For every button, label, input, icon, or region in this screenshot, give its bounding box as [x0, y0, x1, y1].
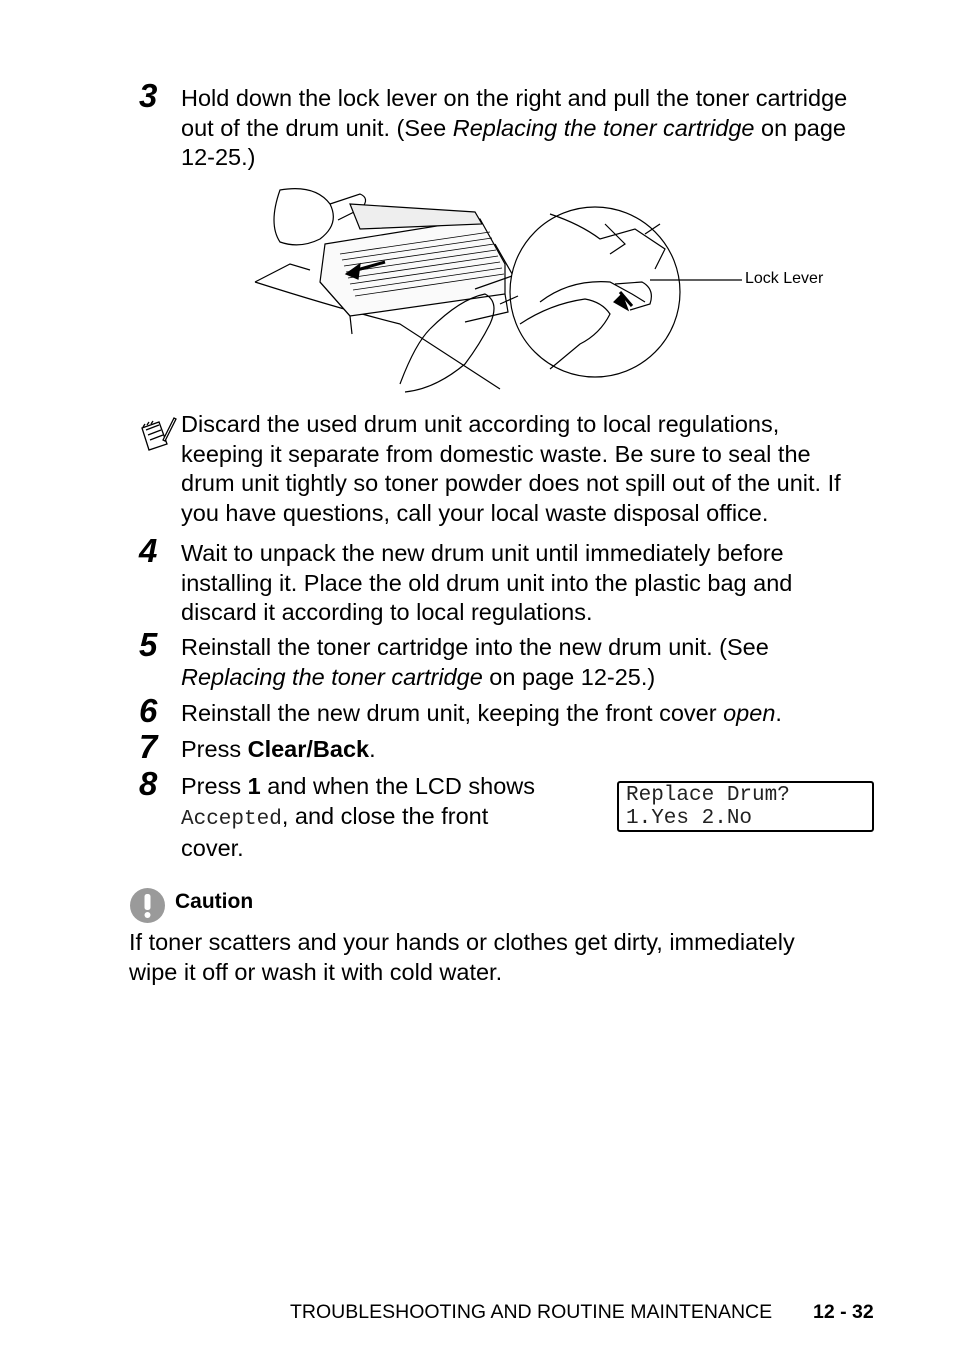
text-run: .: [369, 736, 376, 762]
text-run: Press: [181, 773, 248, 799]
text-line: Wait to unpack the new drum unit until immediately before: [181, 540, 784, 566]
text-run: on page 12-25.): [482, 663, 656, 690]
step-4-text: [181, 539, 901, 628]
lcd-display: [617, 781, 874, 832]
caution-text: [129, 928, 889, 987]
note-text: [181, 410, 901, 528]
text-line: wipe it off or wash it with cold water.: [129, 958, 503, 985]
text-run: .: [775, 700, 782, 726]
step-number: 7: [139, 728, 158, 765]
text-run: , and close the front: [281, 802, 489, 829]
text-line: cover.: [181, 835, 244, 861]
text-line: [181, 802, 581, 835]
step-7-text: [181, 735, 901, 765]
key-name: Clear/Back: [247, 736, 370, 762]
page-number: 12 - 32: [813, 1301, 874, 1323]
lcd-message: Accepted: [181, 807, 282, 831]
step-number: 8: [139, 765, 158, 802]
text-run: Press: [181, 736, 248, 762]
cross-reference-link[interactable]: Replacing the toner cartridge: [452, 114, 755, 141]
caution-title: Caution: [175, 890, 254, 913]
text-line: keeping it separate from domestic waste. Be sure to seal the: [181, 440, 811, 467]
text-line: 12-25.): [181, 144, 256, 170]
caution-icon: [129, 887, 166, 924]
step-8-text: [181, 772, 581, 864]
step-number: 3: [139, 77, 158, 114]
step-5-text: [181, 633, 901, 692]
text-line: Discard the used drum unit according to local regulations,: [181, 411, 780, 437]
text-line: you have questions, call your local waste disposal office.: [181, 499, 769, 526]
text-line: [181, 114, 901, 144]
text-line: Hold down the lock lever on the right and pull the toner cartridge: [181, 85, 848, 111]
cross-reference-link[interactable]: Replacing the toner cartridge: [181, 663, 483, 690]
step-number: 4: [139, 532, 158, 569]
lcd-line-1: Replace Drum?: [626, 784, 790, 807]
note-pad-icon: [137, 414, 177, 454]
text-line: installing it. Place the old drum unit into the plastic bag and: [181, 569, 793, 596]
text-line: drum unit tightly so toner powder does not spill out of the unit. If: [181, 470, 841, 496]
text-line: [181, 772, 581, 802]
step-3-text: [181, 84, 901, 173]
text-line: If toner scatters and your hands or clothes get dirty, immediately: [129, 929, 795, 955]
step-6-text: [181, 699, 901, 729]
sheet-edge: [255, 264, 310, 282]
footer-section-title: TROUBLESHOOTING AND ROUTINE MAINTENANCE: [290, 1301, 773, 1323]
lock-lever-callout: Lock Lever: [745, 270, 824, 287]
drum-unit-illustration: [250, 184, 850, 394]
text-run: and when the LCD shows: [260, 773, 536, 799]
text-run: out of the drum unit. (See: [181, 114, 453, 141]
text-line: Reinstall the toner cartridge into the new drum unit. (See: [181, 634, 769, 660]
lcd-line-2: 1.Yes 2.No: [626, 807, 753, 830]
key-name: 1: [247, 773, 261, 799]
step-number: 5: [139, 626, 158, 663]
text-run: Reinstall the new drum unit, keeping the front cover: [181, 700, 724, 726]
text-run: on page: [754, 114, 846, 141]
emphasis: open: [723, 700, 776, 726]
text-line: [181, 663, 901, 693]
step-number: 6: [139, 692, 158, 729]
text-line: discard it according to local regulations.: [181, 599, 593, 625]
